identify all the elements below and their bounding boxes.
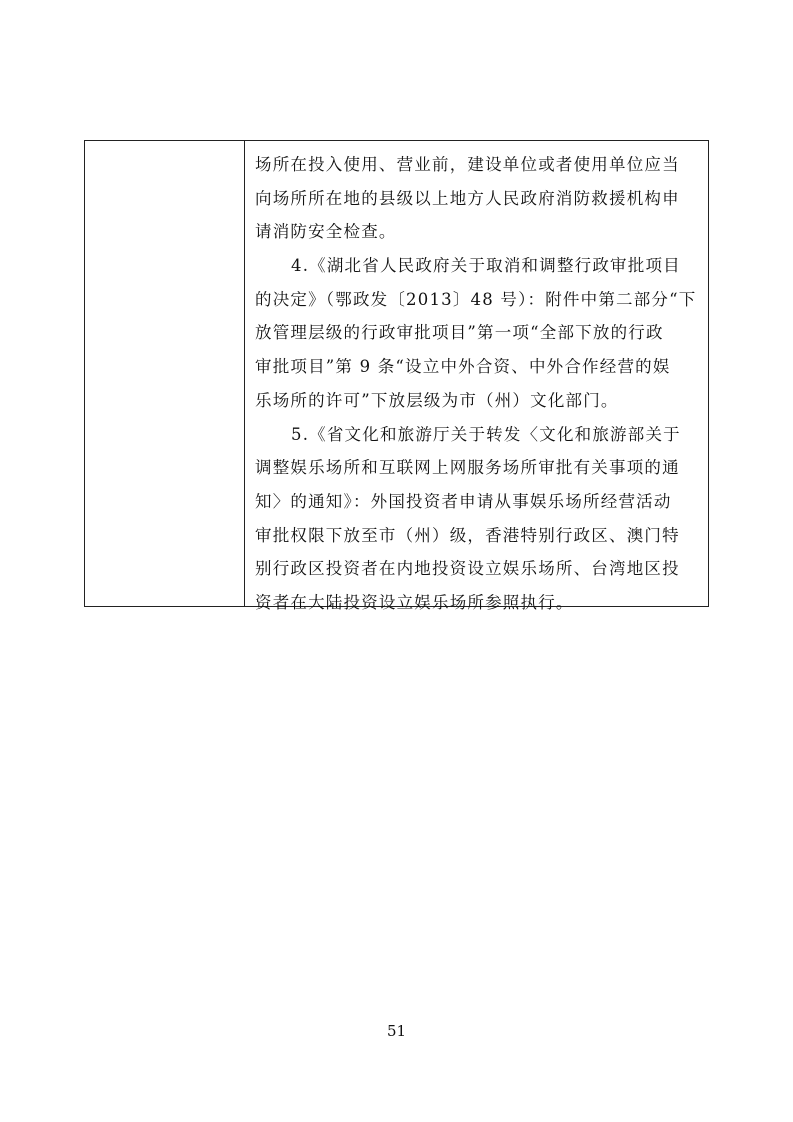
regulation-table [84,140,709,612]
table-right-cell [245,141,708,612]
text-line: 调整娱乐场所和互联网上网服务场所审批有关事项的通 [255,458,680,478]
text-line: 向场所所在地的县级以上地方人民政府消防救援机构申 [255,188,680,208]
text-line: 场所在投入使用、营业前，建设单位或者使用单位应当 [255,155,680,174]
item-5-first-line: 5.《省文化和旅游厅关于转发〈文化和旅游部关于 [291,424,681,444]
text-line: 别行政区投资者在内地投资设立娱乐场所、台湾地区投 [255,559,680,579]
page-number: 51 [386,1022,407,1040]
text-line: 知〉的通知》：外国投资者申请从事娱乐场所经营活动 [255,491,672,511]
text-line: 审批权限下放至市（州）级，香港特别行政区、澳门特 [255,525,680,545]
text-line: 审批项目”第 9 条“设立中外合资、中外合作经营的娱 [255,357,671,377]
text-line: 的决定》（鄂政发〔2013〕48 号）：附件中第二部分“下 [255,289,697,309]
text-line: 资者在大陆投资设立娱乐场所参照执行。 [255,592,574,612]
table-left-cell [85,141,245,606]
text-line: 放管理层级的行政审批项目”第一项“全部下放的行政 [255,323,664,343]
text-line: 乐场所的许可”下放层级为市（州）文化部门。 [255,390,619,410]
text-line: 请消防安全检查。 [255,222,397,242]
item-4-first-line: 4.《湖北省人民政府关于取消和调整行政审批项目 [291,256,681,276]
